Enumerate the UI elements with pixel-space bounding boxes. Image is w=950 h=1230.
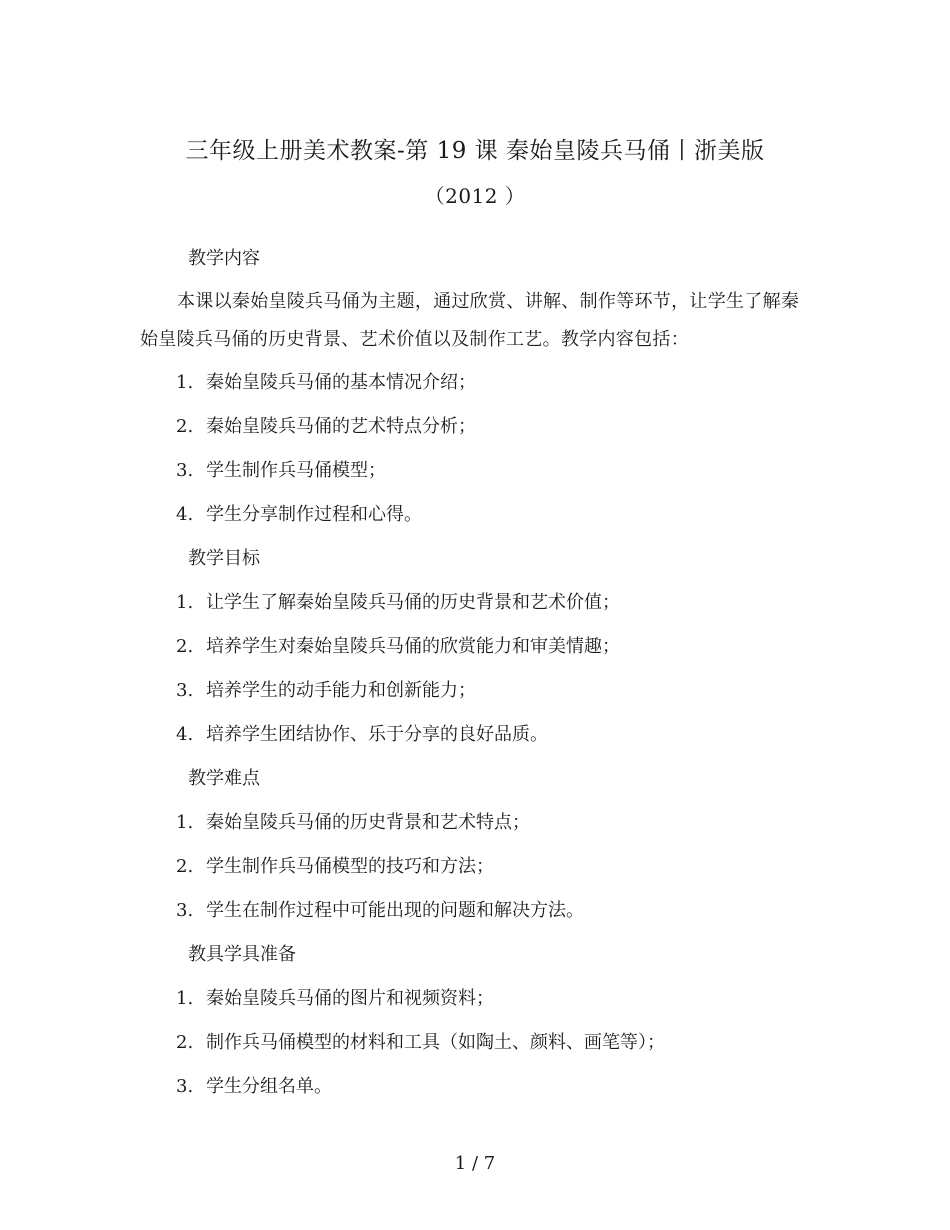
list-item (176, 986, 494, 1012)
list-item-text: 培养学生团结协作、乐于分享的良好品质。 (206, 724, 548, 745)
list-item (176, 810, 530, 836)
list-item-number: 1. (176, 988, 194, 1009)
list-item-text: 学生分组名单。 (206, 1076, 332, 1097)
list-item-number: 3. (176, 900, 194, 921)
list-item-number: 2. (176, 636, 194, 657)
list-item (176, 1030, 665, 1056)
paragraph-line: 本课以秦始皇陵兵马俑为主题，通过欣赏、讲解、制作等环节，让学生了解秦 (177, 291, 800, 312)
list-item (176, 898, 584, 924)
list-item-text: 秦始皇陵兵马俑的基本情况介绍； (206, 372, 476, 393)
list-item (176, 590, 620, 616)
list-item (176, 634, 620, 660)
list-item-text: 秦始皇陵兵马俑的图片和视频资料； (206, 988, 494, 1009)
document-title: 三年级上册美术教案-第 19 课 秦始皇陵兵马俑丨浙美版 (185, 138, 765, 164)
list-item-number: 2. (176, 1032, 194, 1053)
section-heading: 教学目标 (188, 548, 260, 569)
list-item (176, 1074, 332, 1100)
list-item-number: 3. (176, 460, 194, 481)
paragraph-line: 始皇陵兵马俑的历史背景、艺术价值以及制作工艺。教学内容包括： (140, 329, 689, 350)
list-item (176, 678, 476, 704)
list-item-number: 1. (176, 372, 194, 393)
section-heading: 教学难点 (188, 768, 260, 789)
list-item (176, 414, 476, 440)
list-item-text: 学生制作兵马俑模型； (206, 460, 386, 481)
list-item-text: 秦始皇陵兵马俑的历史背景和艺术特点； (206, 812, 530, 833)
list-item-text: 制作兵马俑模型的材料和工具（如陶土、颜料、画笔等）； (206, 1032, 665, 1053)
list-item-text: 培养学生的动手能力和创新能力； (206, 680, 476, 701)
list-item-number: 3. (176, 1076, 194, 1097)
list-item-text: 学生制作兵马俑模型的技巧和方法； (206, 856, 494, 877)
list-item-number: 4. (176, 724, 194, 745)
list-item-text: 让学生了解秦始皇陵兵马俑的历史背景和艺术价值； (206, 592, 620, 613)
list-item-text: 学生在制作过程中可能出现的问题和解决方法。 (206, 900, 584, 921)
document-title-year: （2012 ） (424, 184, 526, 208)
section-heading: 教具学具准备 (188, 944, 296, 965)
list-item-text: 秦始皇陵兵马俑的艺术特点分析； (206, 416, 476, 437)
list-item-text: 学生分享制作过程和心得。 (206, 504, 422, 525)
list-item (176, 502, 422, 528)
list-item-number: 1. (176, 592, 194, 613)
list-item-number: 4. (176, 504, 194, 525)
section-heading: 教学内容 (188, 248, 260, 269)
list-item-text: 培养学生对秦始皇陵兵马俑的欣赏能力和审美情趣； (206, 636, 620, 657)
list-item-number: 2. (176, 416, 194, 437)
list-item-number: 2. (176, 856, 194, 877)
list-item (176, 370, 476, 396)
list-item (176, 458, 386, 484)
list-item (176, 854, 494, 880)
list-item-number: 3. (176, 680, 194, 701)
list-item-number: 1. (176, 812, 194, 833)
page-number: 1 / 7 (454, 1153, 496, 1174)
list-item (176, 722, 548, 748)
